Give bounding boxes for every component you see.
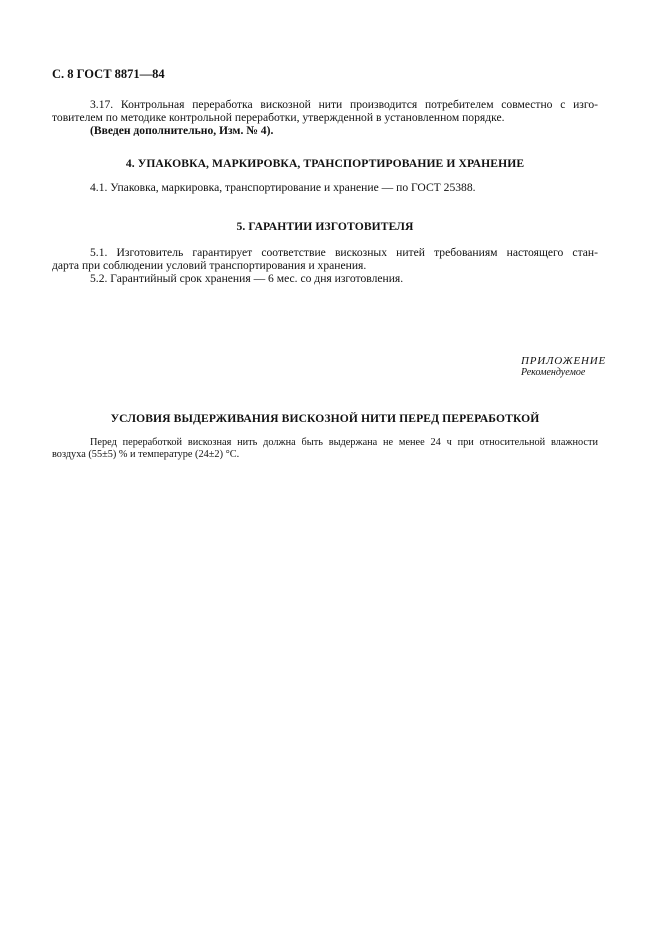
- appendix-text-line-2: воздуха (55±5) % и температуре (24±2) °С.: [52, 449, 240, 460]
- clause-5-1-line-2: дарта при соблюдении условий транспортирования и хранения.: [52, 259, 367, 272]
- page-header: С. 8 ГОСТ 8871—84: [52, 67, 165, 81]
- section-5-title: 5. ГАРАНТИИ ИЗГОТОВИТЕЛЯ: [236, 220, 414, 233]
- appendix-label: ПРИЛОЖЕНИЕ: [521, 355, 606, 367]
- amendment-note: (Введен дополнительно, Изм. № 4).: [90, 124, 274, 137]
- clause-3-17-line-2: товителем по методике контрольной переработки, утвержденной в установленном порядке.: [52, 111, 505, 124]
- appendix-text: [52, 437, 598, 461]
- appendix-status: Рекомендуемое: [521, 367, 586, 378]
- appendix-text-line-1: Перед переработкой вискозная нить должна быть выдержана не менее 24 ч при относительной влажности: [90, 437, 598, 448]
- appendix-label-block: [521, 356, 609, 378]
- section-4-title: 4. УПАКОВКА, МАРКИРОВКА, ТРАНСПОРТИРОВАНИЕ И ХРАНЕНИЕ: [125, 157, 525, 170]
- clause-5-2: 5.2. Гарантийный срок хранения — 6 мес. со дня изготовления.: [90, 272, 404, 285]
- clause-3-17: [52, 98, 598, 137]
- clause-5-1-line-1: 5.1. Изготовитель гарантирует соответствие вискозных нитей требованиям настоящего стан-: [90, 246, 598, 259]
- clause-4-1: [52, 181, 598, 194]
- clause-4-1-text: 4.1. Упаковка, маркировка, транспортирование и хранение — по ГОСТ 25388.: [90, 181, 476, 194]
- clause-3-17-line-1: 3.17. Контрольная переработка вискозной нити производится потребителем совместно с изго-: [90, 98, 598, 111]
- section-5-clauses: [52, 246, 598, 285]
- appendix-title: УСЛОВИЯ ВЫДЕРЖИВАНИЯ ВИСКОЗНОЙ НИТИ ПЕРЕД ПЕРЕРАБОТКОЙ: [110, 412, 540, 425]
